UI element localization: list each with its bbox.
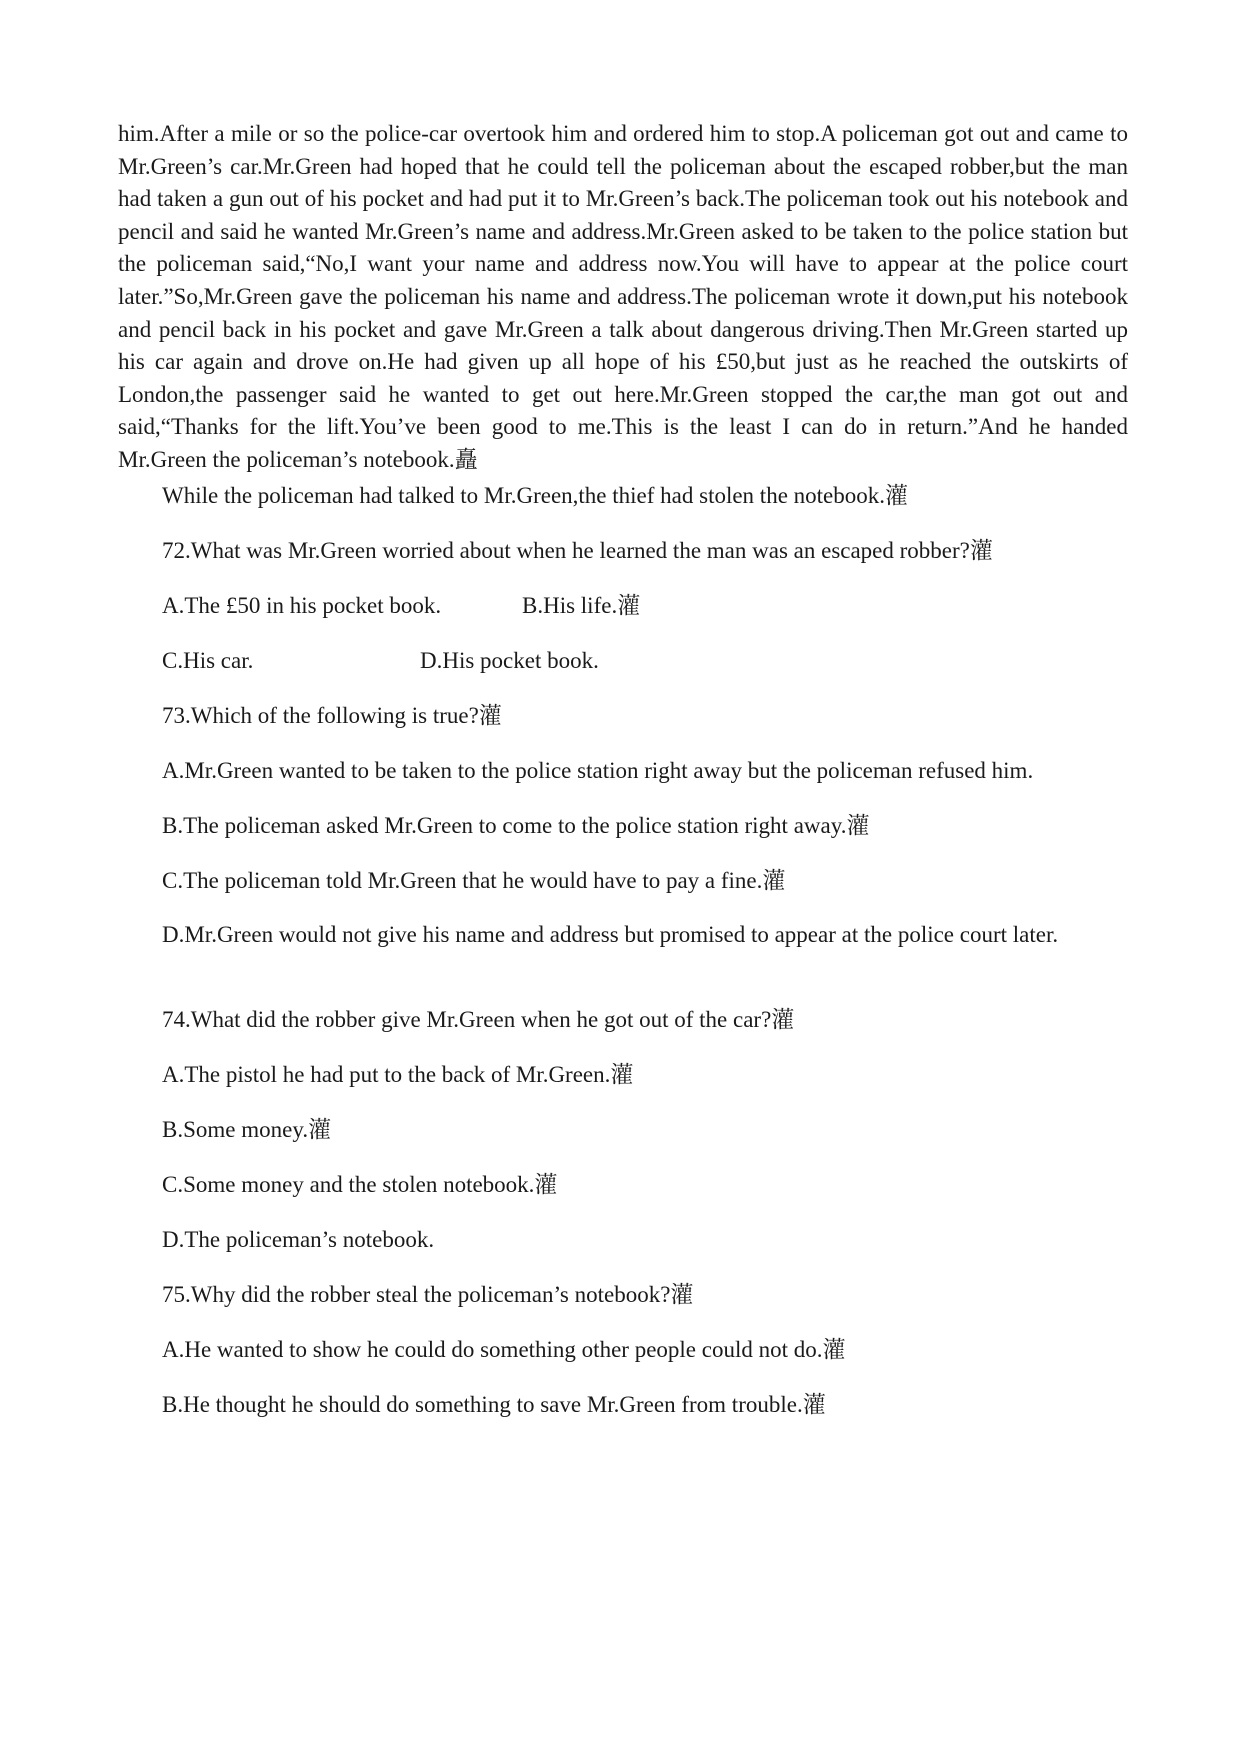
question-74-option-a: A.The pistol he had put to the back of Mr.Green.灌 [162, 1062, 634, 1087]
question-73-option-c: C.The policeman told Mr.Green that he would have to pay a fine.灌 [162, 868, 786, 893]
passage-paragraph: him.After a mile or so the police-car overtook him and ordered him to stop.A policeman got out and came to Mr.Green’s car.Mr.Green had hoped that he could tell the policeman about the escaped robber,but the man had taken a gun out of his pocket and had put it to Mr.Green’s back.The policeman took out his notebook and pencil and said he wanted Mr.Green’s name and address.Mr.Green asked to be taken to the police station but the policeman said,“No,I want your name and address now.You will have to appear at the police court later.”So,Mr.Green gave the policeman his name and address.The policeman wrote it down,put his notebook and pencil back in his pocket and gave Mr.Green a talk about dangerous driving.Then Mr.Green started up his car again and drove on.He had given up all hope of his £50,but just as he reached the outskirts of London,the passenger said he wanted to get out here.Mr.Green stopped the car,the man got out and said,“Thanks for the lift.You’ve been good to me.This is the least I can do in return.”And he handed Mr.Green the policeman’s notebook.矗 [118, 121, 1128, 472]
question-74-option-d: D.The policeman’s notebook. [162, 1227, 435, 1252]
question-75-option-a: A.He wanted to show he could do something other people could not do.灌 [162, 1337, 846, 1362]
question-73-stem: 73.Which of the following is true?灌 [162, 703, 502, 728]
question-75-stem: 75.Why did the robber steal the policeman’s notebook?灌 [162, 1282, 694, 1307]
question-74-stem: 74.What did the robber give Mr.Green when he got out of the car?灌 [162, 1007, 795, 1032]
question-72-option-a: A.The £50 in his pocket book. [162, 593, 442, 618]
question-72-option-c: C.His car. [162, 648, 254, 673]
question-75-option-b: B.He thought he should do something to save Mr.Green from trouble.灌 [162, 1392, 826, 1417]
question-72-options-row-1 [118, 590, 1128, 622]
question-73-option-a: A.Mr.Green wanted to be taken to the police station right away but the policeman refused him. [162, 758, 1034, 783]
question-72-stem: 72.What was Mr.Green worried about when he learned the man was an escaped robber?灌 [162, 538, 993, 563]
question-73-option-b: B.The policeman asked Mr.Green to come to the police station right away.灌 [162, 813, 870, 838]
question-74-option-c: C.Some money and the stolen notebook.灌 [162, 1172, 558, 1197]
question-72-options-row-2 [118, 645, 1128, 677]
question-74-option-b: B.Some money.灌 [162, 1117, 332, 1142]
question-72-option-d: D.His pocket book. [420, 648, 599, 673]
question-72-option-b: B.His life.灌 [522, 593, 641, 618]
document-page [118, 118, 1128, 1417]
passage-note: While the policeman had talked to Mr.Green,the thief had stolen the notebook.灌 [162, 483, 909, 508]
question-73-option-d: D.Mr.Green would not give his name and address but promised to appear at the police court later. [162, 922, 1059, 947]
